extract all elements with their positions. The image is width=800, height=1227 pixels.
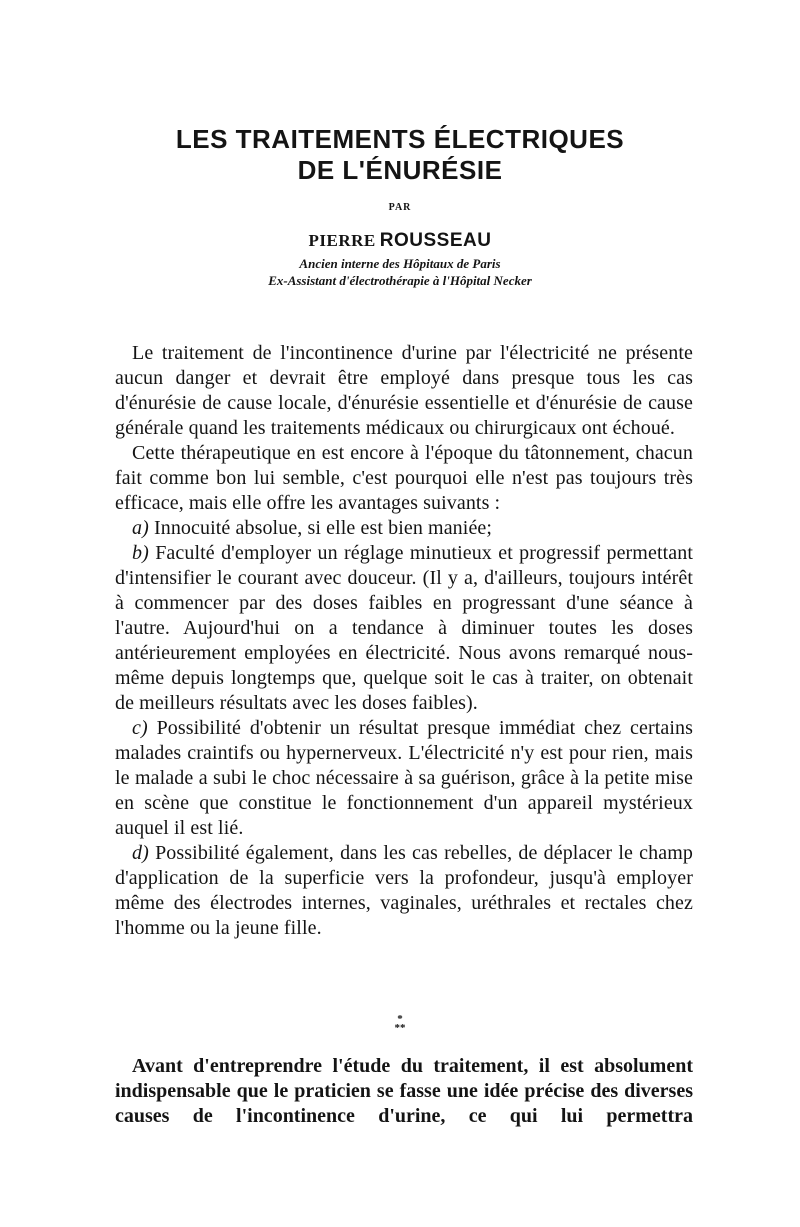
list-item-text: Possibilité d'obtenir un résultat presque immédiat chez certains malades craintifs ou hypernerveux. L'électricité n'y est pour rien, mais le malade a subi le choc nécessaire à sa guérison, grâce à la petite mise en scène que constitue le fonctionnement d'un appareil mystérieux auquel il est lié. <box>115 717 693 839</box>
list-item-text: Faculté d'employer un réglage minutieux et progressif permettant d'intensifier le courant avec douceur. (Il y a, d'ailleurs, toujours intérêt à commencer par des doses faibles en progressant d'une séance à l'autre. Aujourd'hui on a tendance à diminuer toutes les doses antérieurement employées en électricité. Nous avons remarqué nous-même depuis longtemps que, quelque soit le cas à traiter, on obtenait de meilleurs résultats avec les doses faibles). <box>115 542 693 714</box>
byline: PAR <box>388 202 412 213</box>
separator-top-asterisk: * <box>397 1013 403 1025</box>
list-item-b <box>115 541 693 716</box>
separator-bottom-asterisks: ** <box>394 1022 406 1034</box>
paragraph-text: Le traitement de l'incontinence d'urine par l'électricité ne présente aucun danger et devrait être employé dans presque tous les cas d'énurésie de cause locale, d'énurésie essentielle et d'énurésie de cause générale quand les traitements médicaux ou chirurgicaux ont échoué. <box>115 342 693 439</box>
paragraph-closing: Avant d'entreprendre l'étude du traitement, il est absolument indispensable que le praticien se fasse une idée précise des diverses causes de l'incontinence d'urine, ce qui lui permettra <box>115 1055 693 1127</box>
article-body <box>115 341 693 941</box>
author-affiliation-2: Ex-Assistant d'électrothérapie à l'Hôpital Necker <box>268 273 532 288</box>
list-item-c <box>115 716 693 841</box>
list-item-letter: c) <box>132 717 148 739</box>
author-first-name: PIERRE <box>308 231 376 250</box>
paragraph-text: Cette thérapeutique en est encore à l'époque du tâtonnement, chacun fait comme bon lui semble, c'est pourquoi elle n'est pas toujours très efficace, mais elle offre les avantages suivants : <box>115 442 693 514</box>
list-item-letter: a) <box>132 517 149 539</box>
list-item-letter: b) <box>132 542 149 564</box>
list-item-text: Innocuité absolue, si elle est bien maniée; <box>148 517 493 539</box>
article-title-line-2: DE L'ÉNURÉSIE <box>297 155 503 185</box>
list-item-letter: d) <box>132 842 149 864</box>
paragraph-intro <box>115 341 693 441</box>
list-item-a <box>115 516 693 541</box>
article-title-line-1: LES TRAITEMENTS ÉLECTRIQUES <box>175 124 625 154</box>
author-affiliation-1: Ancien interne des Hôpitaux de Paris <box>299 256 501 271</box>
section-separator <box>0 1015 800 1033</box>
list-item-text: Possibilité également, dans les cas rebelles, de déplacer le champ d'application de la superficie vers la profondeur, jusqu'à employer même des électrodes internes, vaginales, uréthrales et rectales chez l'homme ou la jeune fille. <box>115 842 693 939</box>
list-item-d <box>115 841 693 941</box>
author-name <box>0 229 800 254</box>
author-last-name: ROUSSEAU <box>379 230 492 251</box>
article-body-continued <box>115 1054 693 1129</box>
paragraph-therapeutics <box>115 441 693 516</box>
